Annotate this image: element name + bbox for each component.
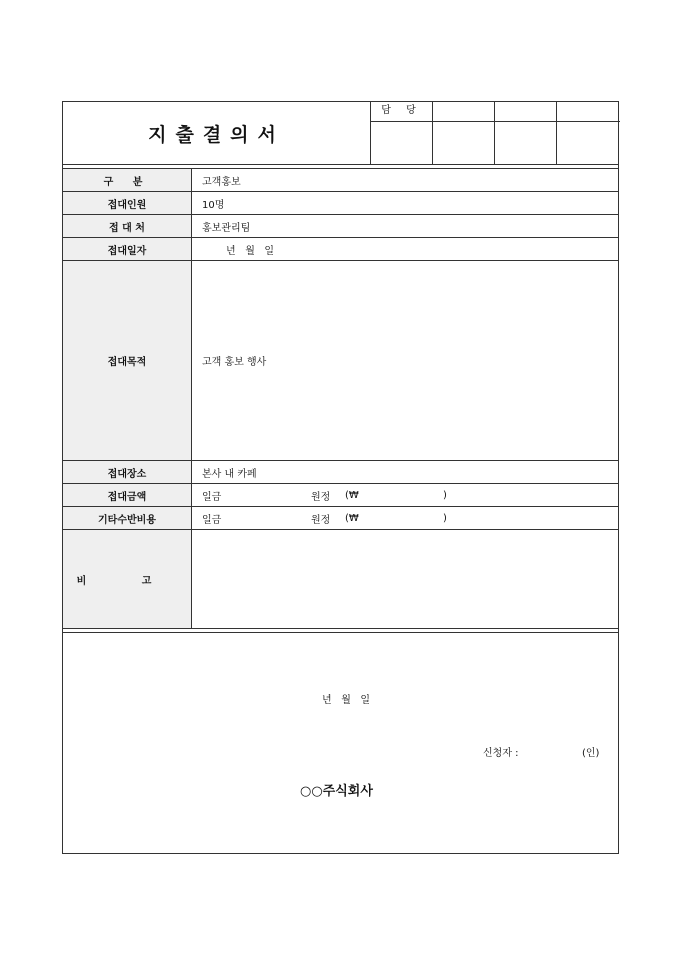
approval-cell[interactable] <box>557 102 620 164</box>
row-place <box>63 461 618 484</box>
other-cost-label: 기타수반비용 <box>63 507 192 529</box>
row-purpose <box>63 261 618 461</box>
company-name: ○○주식회사 <box>300 784 373 799</box>
row-amount <box>63 484 618 507</box>
approval-box <box>371 102 620 164</box>
document-title: 지출결의서 <box>63 102 371 164</box>
purpose-label: 접대목적 <box>63 261 192 460</box>
row-category <box>63 169 618 192</box>
footer-date[interactable]: 년 월 일 <box>322 695 371 706</box>
place-value[interactable]: 본사 내 카페 <box>202 468 257 480</box>
approval-cell[interactable] <box>495 102 557 164</box>
amount-currency[interactable]: (₩ <box>345 489 359 501</box>
approval-header-empty <box>557 102 620 122</box>
place-label: 접대장소 <box>63 461 192 483</box>
other-cost-middle: 원정 <box>311 514 331 526</box>
approval-header: 담 당 <box>371 102 432 122</box>
row-other-cost <box>63 507 618 530</box>
attendees-label: 접대인원 <box>63 192 192 214</box>
expense-resolution-form <box>62 101 619 854</box>
amount-prefix: 일금 <box>202 491 222 503</box>
remarks-label: 비 고 <box>63 530 192 628</box>
section-divider <box>63 628 618 633</box>
approval-header-empty <box>495 102 556 122</box>
purpose-value[interactable]: 고객 홍보 행사 <box>202 357 267 368</box>
target-value[interactable]: 홍보관리팀 <box>202 222 251 234</box>
row-remarks <box>63 530 618 628</box>
applicant-label: 신청자 : <box>483 748 519 759</box>
amount-close: ) <box>443 489 447 501</box>
approval-cell[interactable] <box>433 102 495 164</box>
row-date <box>63 238 618 261</box>
category-label: 구 분 <box>63 169 192 191</box>
date-label: 접대일자 <box>63 238 192 260</box>
attendees-value[interactable]: 10명 <box>202 199 225 211</box>
row-attendees <box>63 192 618 215</box>
amount-middle: 원정 <box>311 491 331 503</box>
row-target <box>63 215 618 238</box>
target-label: 접 대 처 <box>63 215 192 237</box>
approval-header-empty <box>433 102 494 122</box>
other-cost-currency[interactable]: (₩ <box>345 512 359 524</box>
seal-mark: (인) <box>582 748 600 759</box>
other-cost-close: ) <box>443 512 447 524</box>
other-cost-prefix: 일금 <box>202 514 222 526</box>
category-value[interactable]: 고객홍보 <box>202 176 241 188</box>
amount-label: 접대금액 <box>63 484 192 506</box>
date-value[interactable]: 년 월 일 <box>226 245 275 257</box>
approval-cell-charge <box>371 102 433 164</box>
